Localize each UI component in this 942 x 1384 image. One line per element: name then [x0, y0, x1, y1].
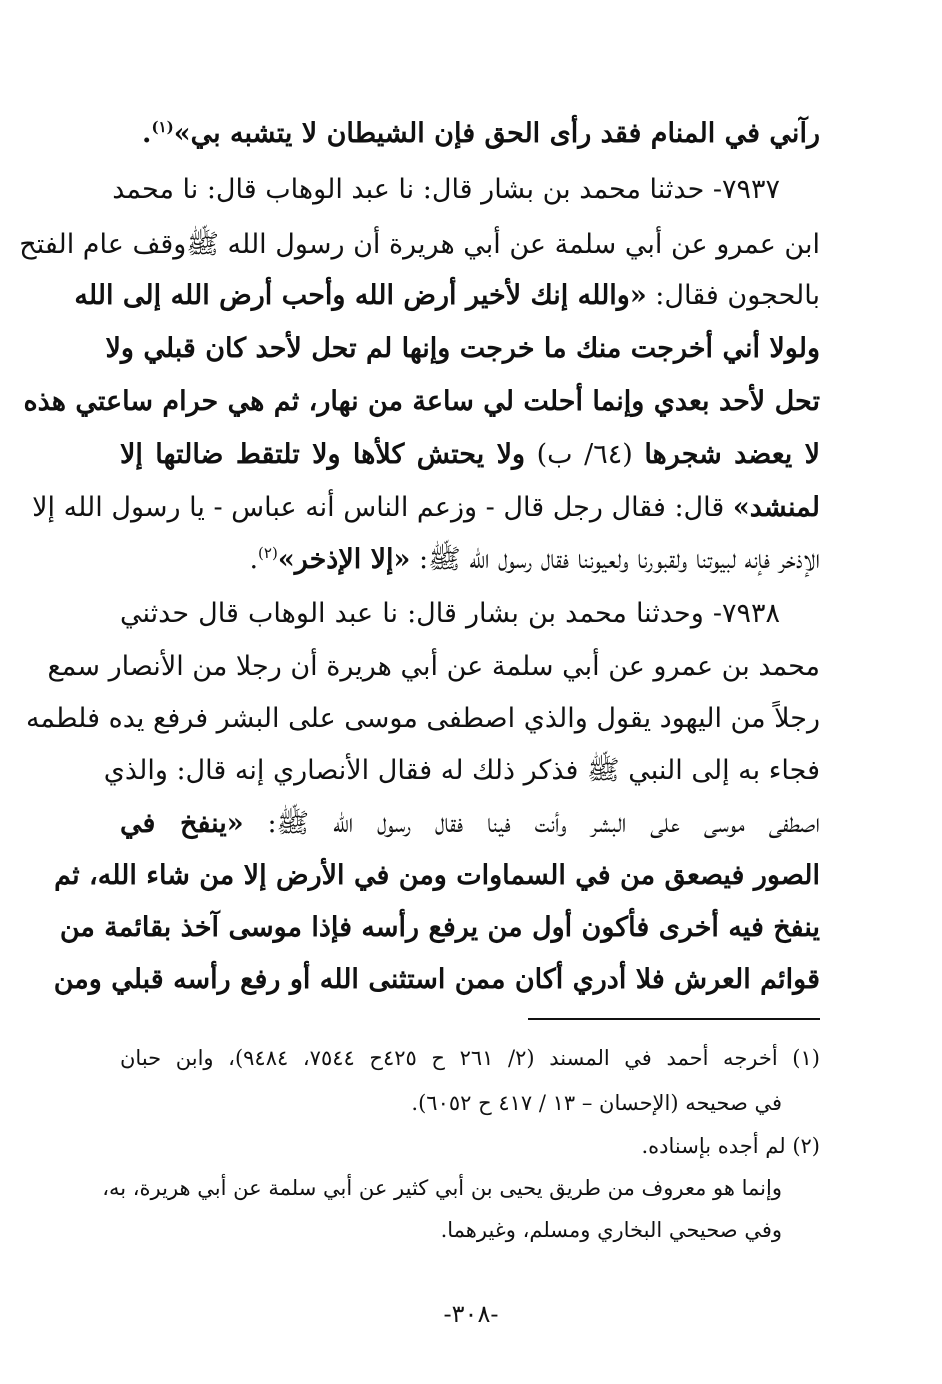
footnote-marker: (٢) — [258, 544, 278, 562]
text-line-5 — [105, 333, 820, 364]
punctuation: . — [249, 544, 259, 575]
hadith-text: ولا يحتش كلأها ولا تلتقط ضالتها إلا — [120, 439, 526, 470]
isnad-text: ابن عمرو عن أبي سلمة عن أبي هريرة أن رسول الله ﷺوقف عام الفتح — [19, 229, 820, 260]
footnote-separator — [528, 1018, 820, 1020]
isnad-text: محمد بن عمرو عن أبي سلمة عن أبي هريرة أن رجلا من الأنصار سمع — [47, 651, 820, 682]
text-line-4 — [74, 280, 820, 311]
isnad-text: ٧٩٣٧- حدثنا محمد بن بشار قال: نا عبد الوهاب قال: نا محمد — [112, 174, 780, 205]
hadith-text: ولولا أني أخرجت منك ما خرجت وإنها لم تحل لأحد كان قبلي ولا — [105, 333, 820, 364]
page-number: -٣٠٨- — [443, 1300, 499, 1328]
hadith-text: الصور فيصعق من في السماوات ومن في الأرض إلا من شاء الله، ثم — [54, 860, 820, 891]
hadith-text: ينفخ فيه أخرى فأكون أول من يرفع رأسه فإذا موسى آخذ بقائمة من — [59, 912, 820, 943]
text-line-6 — [23, 386, 820, 417]
footnote-2: (٢) لم أجده بإسناده. — [641, 1134, 820, 1158]
hadith-text: تحل لأحد بعدي وإنما أحلت لي ساعة من نهار، ثم هي حرام ساعتي هذه — [23, 386, 820, 417]
hadith-text: رآني في المنام فقد رأى الحق فإن الشيطان لا يتشبه بي» — [173, 118, 820, 149]
narration-text: الإذخر فإنه لبيوتنا ولقبورنا ولعيوننا فقال رسول الله ﷺ: — [410, 544, 820, 575]
text-line-11 — [47, 651, 820, 682]
text-line-8 — [32, 492, 820, 523]
text-line-9 — [120, 546, 820, 573]
text-line-12 — [25, 703, 820, 734]
text-line-2 — [112, 174, 780, 205]
narration-text: فجاء به إلى النبي ﷺ فذكر ذلك له فقال الأنصاري إنه قال: والذي — [103, 755, 820, 786]
text-line-7 — [120, 441, 820, 468]
narration-text: بالحجون فقال: — [646, 280, 820, 311]
narration-text: اصطفى موسى على البشر وأنت فينا فقال رسول الله ﷺ: — [243, 808, 820, 839]
text-line-13 — [103, 755, 820, 786]
narration-text: قال: فقال رجل قال - وزعم الناس أنه عباس - يا رسول الله إلا — [32, 492, 733, 523]
hadith-text: لمنشد» — [732, 492, 820, 523]
hadith-text: لا يعضد شجرها — [644, 439, 821, 470]
isnad-text: ٧٩٣٨- وحدثنا محمد بن بشار قال: نا عبد الوهاب قال حدثني — [120, 598, 780, 629]
footnote-marker: (١) — [151, 118, 174, 136]
folio-reference: (٦٤/ ب) — [525, 439, 645, 470]
footnote-1-line-1: (١) أخرجه أحمد في المسند (٢/ ٢٦١ ح ٤٢٥ح ٧٥٤٤، ٩٤٨٤)، وابن حبان — [120, 1046, 820, 1070]
narration-text: رجلاً من اليهود يقول والذي اصطفى موسى على البشر فرفع يده فلطمه — [25, 703, 820, 734]
punctuation: . — [142, 118, 152, 149]
text-line-3 — [19, 229, 820, 260]
hadith-text: «والله إنك لأخير أرض الله وأحب أرض الله إلى الله — [74, 280, 647, 311]
footnote-2-line-3: وفي صحيحي البخاري ومسلم، وغيرهما. — [440, 1218, 782, 1242]
text-line-14 — [120, 810, 820, 837]
text-line-1 — [120, 120, 820, 147]
footnote-1-line-2: في صحيحه (الإحسان – ١٣ / ٤١٧ ح ٦٠٥٢). — [411, 1091, 782, 1115]
text-line-17 — [53, 964, 820, 995]
hadith-text: «ينفخ في — [120, 808, 244, 839]
text-line-16 — [59, 912, 820, 943]
text-line-10 — [120, 600, 780, 627]
footnote-2-line-2: وإنما هو معروف من طريق يحيى بن أبي كثير عن أبي سلمة عن أبي هريرة، به، — [102, 1176, 782, 1200]
hadith-text: قوائم العرش فلا أدري أكان ممن استثنى الله أو رفع رأسه قبلي ومن — [53, 964, 820, 995]
text-line-15 — [54, 860, 820, 891]
hadith-text: «إلا الإذخر» — [277, 544, 411, 575]
